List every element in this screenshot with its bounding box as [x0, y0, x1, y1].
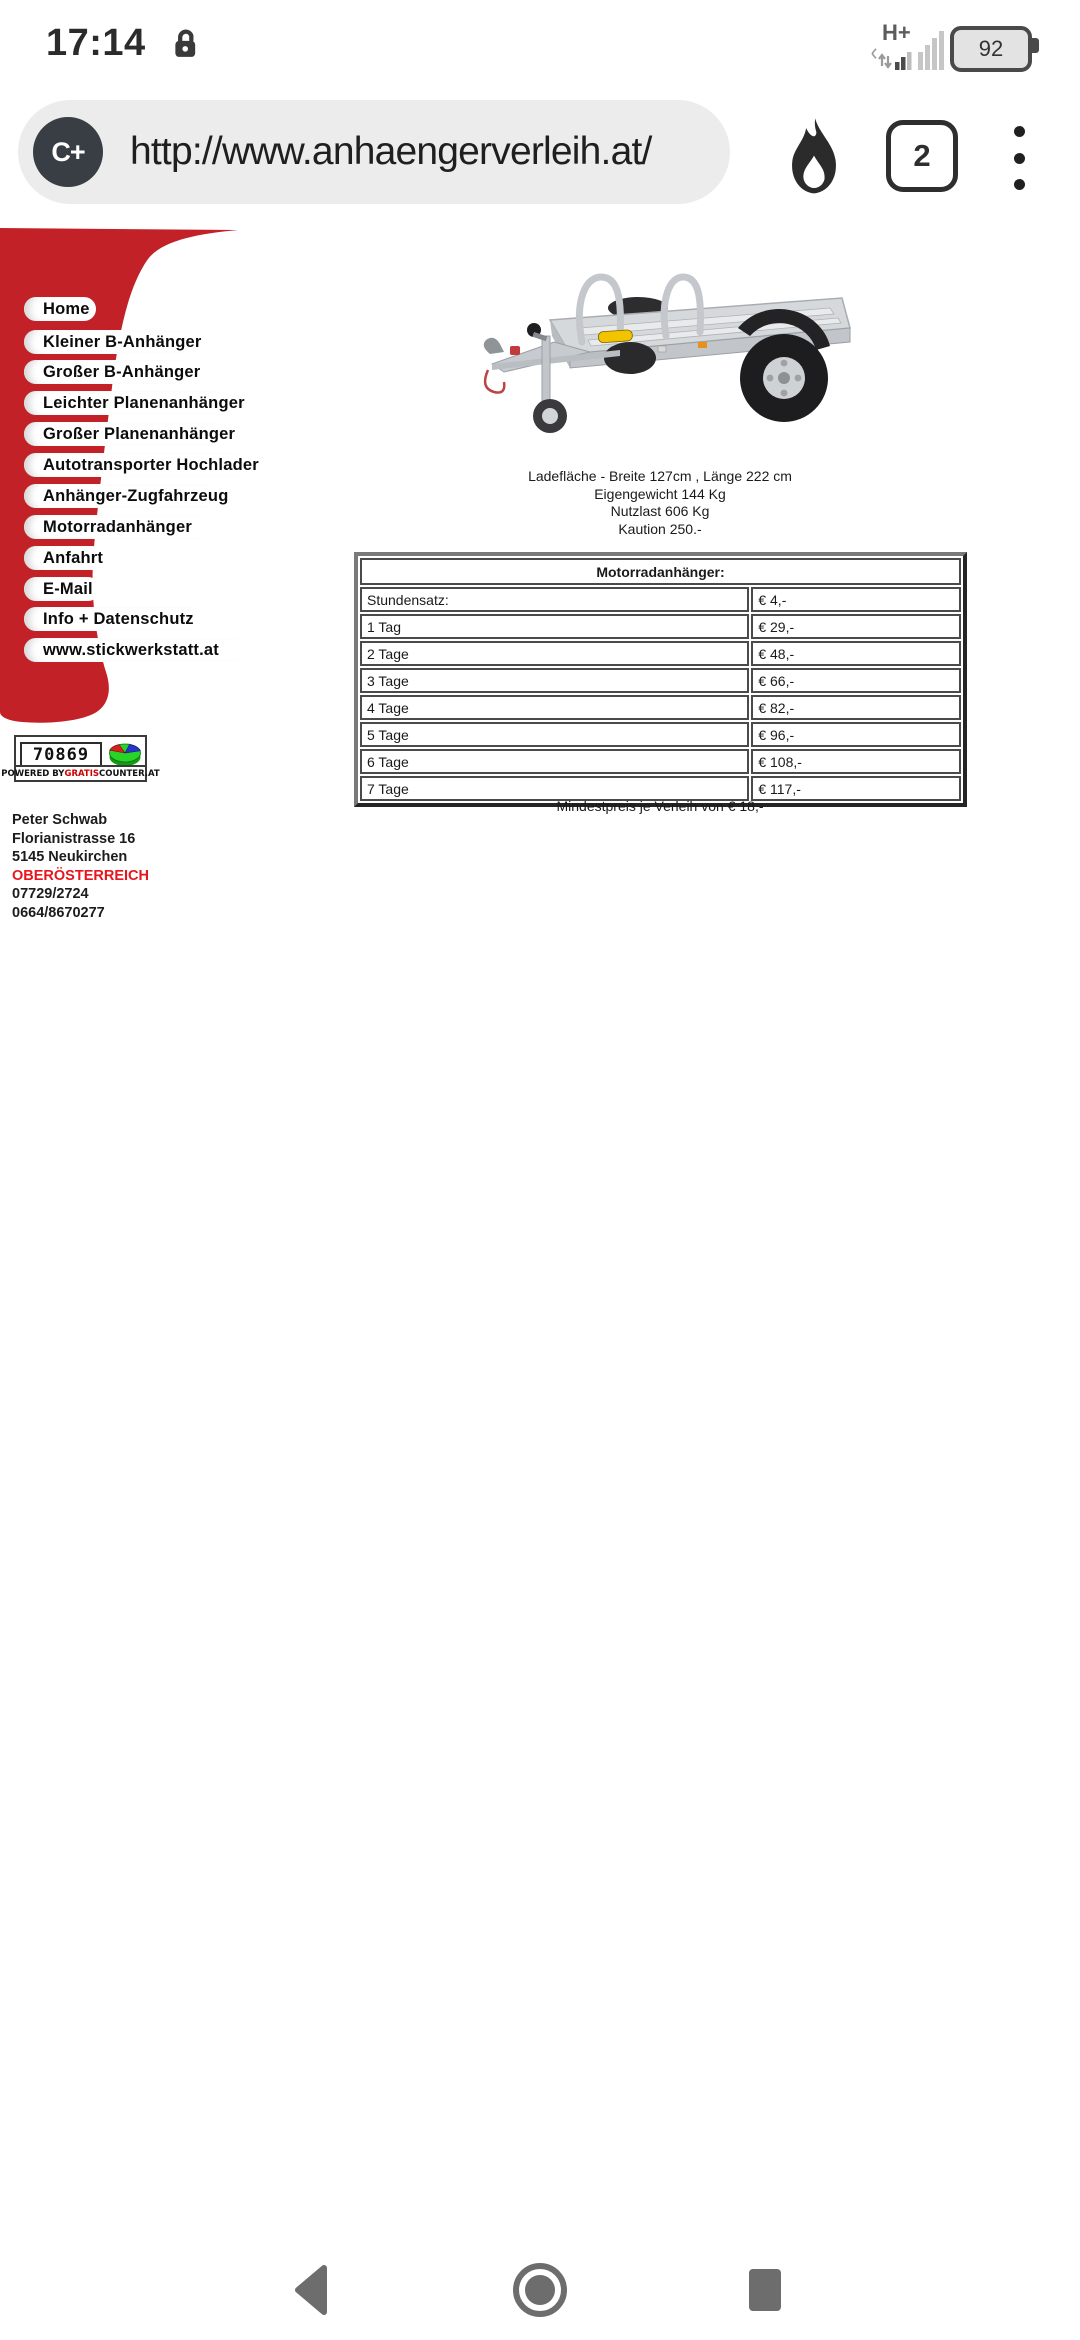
sidebar-item-grosser-planenanhaenger[interactable]: Großer Planenanhänger: [24, 422, 226, 446]
price-table-header: [360, 558, 961, 585]
spec-nutzlast: Nutzlast 606 Kg: [610, 503, 710, 519]
sidebar-item-email[interactable]: E-Mail: [24, 577, 100, 601]
network-indicators: [868, 22, 948, 72]
browser-toolbar: [0, 86, 1080, 228]
sidebar-item-anfahrt[interactable]: Anfahrt: [24, 546, 104, 570]
table-row: 7 Tage € 117,-: [360, 776, 961, 801]
contact-street: Florianistrasse 16: [12, 830, 136, 847]
contact-phone-1: 07729/2724: [12, 886, 89, 902]
table-row: 6 Tage € 108,-: [360, 749, 961, 774]
table-row: 4 Tage € 82,-: [360, 695, 961, 720]
sidebar-item-anhaenger-zugfahrzeug[interactable]: Anhänger-Zugfahrzeug: [24, 484, 216, 508]
contact-city: 5145 Neukirchen: [12, 849, 128, 865]
contact-block: [12, 811, 149, 922]
spec-kaution: Kaution 250.-: [618, 520, 702, 537]
menu-kebab-icon[interactable]: [1012, 126, 1026, 190]
visitor-count: 70869: [20, 742, 102, 767]
sidebar-item-motorradanhaenger[interactable]: Motorradanhänger: [24, 515, 211, 539]
lock-icon: [170, 26, 200, 65]
contact-name: Peter Schwab: [12, 812, 108, 828]
network-type-label: H+: [882, 20, 911, 45]
table-row: 2 Tage € 48,-: [360, 641, 961, 666]
sidebar-item-stickwerkstatt-link[interactable]: www.stickwerkstatt.at: [24, 638, 246, 662]
table-row: 5 Tage € 96,-: [360, 722, 961, 747]
sidebar-item-autotransporter-hochlader[interactable]: Autotransporter Hochlader: [24, 453, 244, 477]
flame-icon[interactable]: [772, 116, 856, 200]
table-row: 3 Tage € 66,-: [360, 668, 961, 693]
webpage: [0, 228, 1080, 2240]
contact-state: OBERÖSTERREICH: [12, 867, 149, 884]
sidebar-item-kleiner-b-anhaenger[interactable]: Kleiner B-Anhänger: [24, 330, 196, 354]
tab-count-button[interactable]: [886, 120, 958, 192]
tab-count: 2: [913, 138, 931, 173]
contact-phone-2: 0664/8670277: [12, 904, 105, 921]
status-bar: [0, 0, 1080, 86]
sidebar-item-grosser-b-anhaenger[interactable]: Großer B-Anhänger: [24, 360, 192, 384]
sidebar-item-home[interactable]: Home: [24, 297, 96, 321]
sidebar-item-leichter-planenanhaenger[interactable]: Leichter Planenanhänger: [24, 391, 230, 415]
home-button[interactable]: [480, 2240, 600, 2340]
visitor-counter-badge[interactable]: [1, 735, 160, 782]
trailer-photo: [470, 250, 860, 455]
recents-button[interactable]: [705, 2240, 825, 2340]
spec-ladeflaeche: Ladefläche - Breite 127cm , Länge 222 cm: [528, 468, 792, 484]
price-table: [354, 552, 967, 807]
android-nav-bar: [0, 2240, 1080, 2340]
sidebar-item-info-datenschutz[interactable]: Info + Datenschutz: [24, 607, 201, 631]
battery-nub: [1032, 38, 1039, 53]
battery-percent: 92: [978, 36, 1004, 61]
table-row: 1 Tag € 29,-: [360, 614, 961, 639]
price-table-title: Motorradanhänger:: [360, 558, 961, 585]
spec-eigengewicht: Eigengewicht 144 Kg: [594, 485, 726, 502]
site-badge: C+: [33, 117, 103, 187]
battery-indicator: [950, 26, 1032, 72]
counter-powered-by: POWERED BY GRATIS COUNTER.AT: [16, 765, 145, 780]
back-button[interactable]: [250, 2240, 370, 2340]
trailer-specs: [240, 468, 1080, 538]
url-text: http://www.anhaengerverleih.at/: [130, 130, 652, 173]
table-row: Stundensatz: € 4,-: [360, 587, 961, 612]
minimum-price-note: Mindestpreis je Verleih von € 18,-: [556, 798, 764, 814]
status-clock: 17:14: [46, 22, 146, 64]
address-bar[interactable]: [18, 100, 730, 204]
